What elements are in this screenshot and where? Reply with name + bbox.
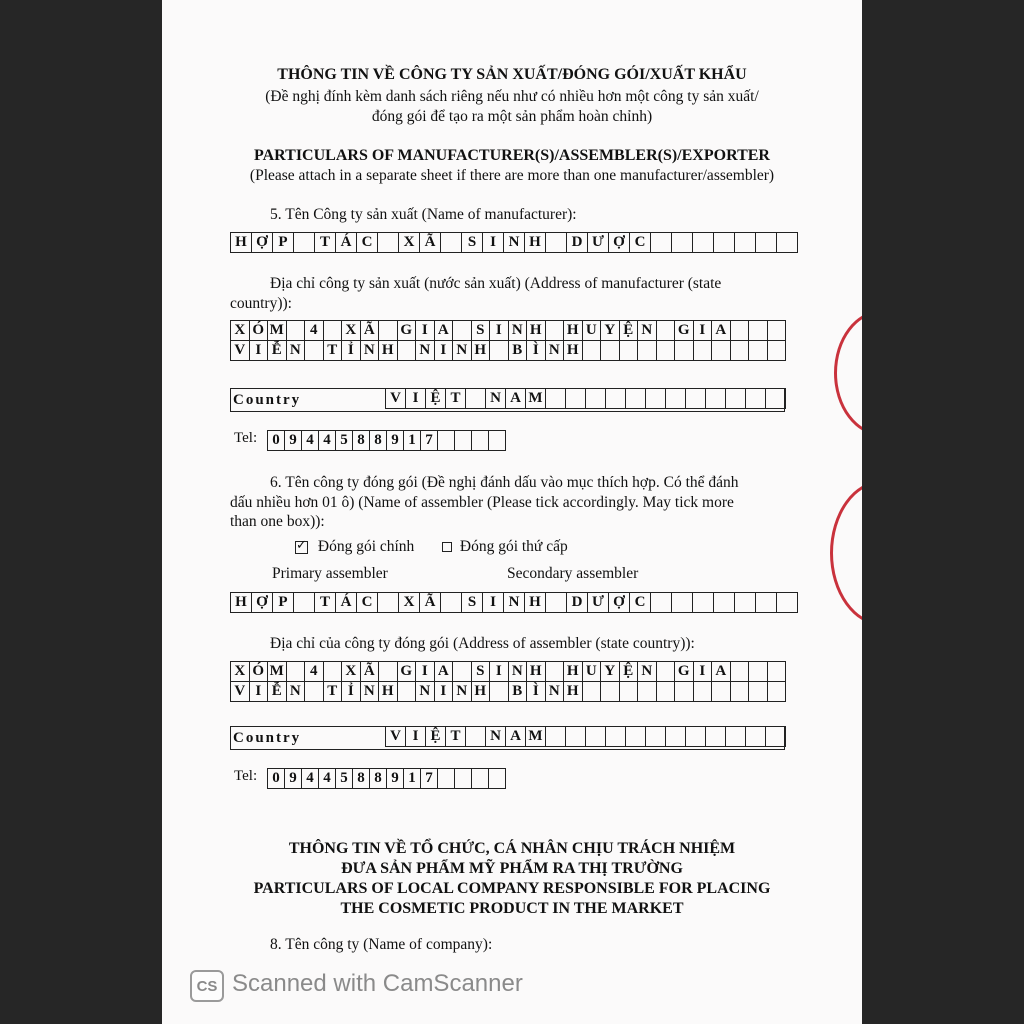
name-char-cell <box>651 233 672 253</box>
assembler-country-label: Country <box>233 730 302 746</box>
address-char-cell: M <box>268 662 287 682</box>
address-char-cell <box>324 662 343 682</box>
address-char-cell: I <box>694 662 713 682</box>
address-char-cell: T <box>324 341 343 361</box>
name-char-cell: C <box>357 593 378 613</box>
address-char-cell <box>398 682 417 702</box>
camscanner-logo: CS <box>190 970 224 1002</box>
country-char-cell: T <box>446 389 466 409</box>
name-char-cell <box>441 233 462 253</box>
name-char-cell: C <box>357 233 378 253</box>
address-char-cell <box>453 662 472 682</box>
address-char-cell: N <box>453 682 472 702</box>
tel-digit-cell: 0 <box>268 431 285 451</box>
tel-digit-cell: 9 <box>387 769 404 789</box>
address-char-cell <box>638 341 657 361</box>
country-char-cell <box>586 389 606 409</box>
address-char-cell: H <box>564 321 583 341</box>
address-char-cell: H <box>379 682 398 702</box>
address-char-cell: A <box>435 321 454 341</box>
name-char-cell: Á <box>336 593 357 613</box>
document-page <box>162 0 862 1024</box>
address-char-cell: Ễ <box>268 341 287 361</box>
address-char-cell: N <box>546 682 565 702</box>
country-char-cell: M <box>526 389 546 409</box>
assembler-tel-grid <box>267 768 506 789</box>
address-char-cell: Ó <box>250 321 269 341</box>
tel-digit-cell: 9 <box>285 769 302 789</box>
name-char-cell <box>714 233 735 253</box>
name-char-cell: D <box>567 593 588 613</box>
address-char-cell <box>749 321 768 341</box>
address-char-cell: H <box>564 662 583 682</box>
tel-digit-cell <box>472 769 489 789</box>
primary-checkbox-icon[interactable] <box>295 541 308 554</box>
name-char-cell: Ư <box>588 233 609 253</box>
address-char-cell: U <box>583 321 602 341</box>
name-char-cell: Á <box>336 233 357 253</box>
name-char-cell <box>714 593 735 613</box>
address-char-cell <box>546 662 565 682</box>
address-char-cell <box>546 321 565 341</box>
address-char-cell <box>694 341 713 361</box>
red-stamp-bottom <box>830 480 862 626</box>
country-char-cell <box>726 727 746 747</box>
tel-digit-cell: 9 <box>285 431 302 451</box>
name-char-cell: H <box>525 233 546 253</box>
country-char-cell <box>586 727 606 747</box>
country-char-cell <box>466 727 486 747</box>
assembler-name-grid <box>230 592 798 613</box>
address-char-cell: X <box>231 321 250 341</box>
scan-background-left <box>0 0 162 1024</box>
name-char-cell <box>294 233 315 253</box>
address-char-cell: Ệ <box>620 662 639 682</box>
address-char-cell: N <box>638 662 657 682</box>
address-char-cell <box>453 321 472 341</box>
local-company-vi-title-2: ĐƯA SẢN PHẨM MỸ PHẨM RA THỊ TRƯỜNG <box>341 860 683 877</box>
name-char-cell: Ư <box>588 593 609 613</box>
en-section-note: (Please attach in a separate sheet if there are more than one manufacturer/assembler) <box>249 167 775 184</box>
address-char-cell: N <box>509 321 528 341</box>
country-char-cell <box>606 389 626 409</box>
company-name-label: 8. Tên công ty (Name of company): <box>270 936 493 953</box>
address-char-cell: N <box>453 341 472 361</box>
secondary-assembler-vi: Đóng gói thứ cấp <box>459 538 568 555</box>
name-char-cell: T <box>315 593 336 613</box>
address-char-cell: H <box>564 341 583 361</box>
address-char-cell: H <box>472 341 491 361</box>
tel-digit-cell: 5 <box>336 431 353 451</box>
country-char-cell: N <box>486 727 506 747</box>
address-char-cell <box>749 662 768 682</box>
address-char-cell: H <box>564 682 583 702</box>
address-char-cell: X <box>342 662 361 682</box>
tel-digit-cell: 1 <box>404 431 421 451</box>
name-char-cell: Ợ <box>609 593 630 613</box>
address-char-cell: N <box>509 662 528 682</box>
address-char-cell: Ỉ <box>342 682 361 702</box>
country-char-cell <box>566 389 586 409</box>
address-char-cell <box>620 682 639 702</box>
address-char-cell: N <box>546 341 565 361</box>
name-char-cell: H <box>231 233 252 253</box>
address-char-cell <box>675 341 694 361</box>
country-char-cell <box>626 389 646 409</box>
manufacturer-country-grid <box>385 388 786 409</box>
address-char-cell: A <box>712 321 731 341</box>
address-char-cell: I <box>435 341 454 361</box>
country-char-cell: A <box>506 389 526 409</box>
address-char-cell <box>768 682 787 702</box>
address-char-cell: Ã <box>361 321 380 341</box>
tel-digit-cell: 4 <box>302 431 319 451</box>
address-char-cell: B <box>509 341 528 361</box>
manufacturer-address-label-1: Địa chỉ công ty sản xuất (nước sản xuất) (Address of manufacturer (state <box>270 275 722 292</box>
address-char-cell <box>583 341 602 361</box>
tel-digit-cell: 4 <box>302 769 319 789</box>
address-char-cell: N <box>361 341 380 361</box>
country-char-cell: V <box>386 727 406 747</box>
address-char-cell: Y <box>601 662 620 682</box>
name-char-cell: T <box>315 233 336 253</box>
address-char-cell <box>712 341 731 361</box>
address-char-cell <box>731 341 750 361</box>
name-char-cell <box>672 233 693 253</box>
address-char-cell: G <box>675 321 694 341</box>
tel-digit-cell: 9 <box>387 431 404 451</box>
name-char-cell <box>693 233 714 253</box>
address-char-cell: V <box>231 341 250 361</box>
address-char-cell <box>638 682 657 702</box>
country-char-cell <box>546 389 566 409</box>
country-char-cell: V <box>386 389 406 409</box>
country-char-cell: A <box>506 727 526 747</box>
name-char-cell <box>756 593 777 613</box>
tel-digit-cell <box>455 769 472 789</box>
name-char-cell: I <box>483 593 504 613</box>
address-char-cell: I <box>416 662 435 682</box>
tel-digit-cell <box>438 769 455 789</box>
country-char-cell <box>766 727 786 747</box>
country-char-cell <box>646 389 666 409</box>
name-char-cell: N <box>504 233 525 253</box>
address-char-cell <box>694 682 713 702</box>
name-char-cell: I <box>483 233 504 253</box>
assembler-label-2: dấu nhiều hơn 01 ô) (Name of assembler (Please tick accordingly. May tick more <box>230 494 734 511</box>
country-char-cell <box>606 727 626 747</box>
manufacturer-name-grid <box>230 232 798 253</box>
tel-digit-cell: 4 <box>319 769 336 789</box>
tel-digit-cell <box>489 769 506 789</box>
country-char-cell: M <box>526 727 546 747</box>
country-char-cell <box>546 727 566 747</box>
red-stamp-top <box>834 310 862 436</box>
address-char-cell: I <box>250 341 269 361</box>
country-char-cell <box>666 727 686 747</box>
manufacturer-address-label-2: country)): <box>230 295 292 312</box>
country-char-cell: I <box>406 389 426 409</box>
address-char-cell: I <box>490 321 509 341</box>
address-char-cell <box>379 321 398 341</box>
name-char-cell <box>546 233 567 253</box>
country-char-cell <box>646 727 666 747</box>
address-char-cell: A <box>712 662 731 682</box>
name-char-cell: S <box>462 593 483 613</box>
address-char-cell <box>731 682 750 702</box>
address-char-cell: I <box>694 321 713 341</box>
name-char-cell: D <box>567 233 588 253</box>
address-char-cell <box>768 341 787 361</box>
address-char-cell: Ễ <box>268 682 287 702</box>
address-char-cell: N <box>287 682 306 702</box>
address-char-cell: S <box>472 321 491 341</box>
address-char-cell: H <box>527 662 546 682</box>
address-char-cell <box>657 682 676 702</box>
address-char-cell <box>490 682 509 702</box>
name-char-cell: Ã <box>420 593 441 613</box>
address-char-cell <box>712 682 731 702</box>
name-char-cell: N <box>504 593 525 613</box>
address-char-cell <box>601 682 620 702</box>
address-char-cell <box>768 321 787 341</box>
country-char-cell <box>746 727 766 747</box>
name-char-cell <box>693 593 714 613</box>
vi-section-title: THÔNG TIN VỀ CÔNG TY SẢN XUẤT/ĐÓNG GÓI/XUẤT KHẨU <box>277 66 747 83</box>
address-char-cell: I <box>490 662 509 682</box>
address-char-cell: I <box>250 682 269 702</box>
address-char-cell: I <box>416 321 435 341</box>
name-char-cell <box>735 233 756 253</box>
name-char-cell: Ợ <box>252 593 273 613</box>
address-char-cell <box>601 341 620 361</box>
address-char-cell <box>305 341 324 361</box>
address-char-cell: B <box>509 682 528 702</box>
country-char-cell <box>626 727 646 747</box>
primary-assembler-en: Primary assembler <box>272 565 388 582</box>
secondary-assembler-option[interactable] <box>442 538 568 556</box>
assembler-address-label: Địa chỉ của công ty đóng gói (Address of assembler (state country)): <box>270 635 695 652</box>
address-char-cell: H <box>379 341 398 361</box>
address-char-cell <box>324 321 343 341</box>
manufacturer-address-grid <box>230 320 786 361</box>
tel-digit-cell <box>472 431 489 451</box>
name-char-cell: P <box>273 233 294 253</box>
country-char-cell: N <box>486 389 506 409</box>
address-char-cell: 4 <box>305 321 324 341</box>
address-char-cell: X <box>342 321 361 341</box>
primary-assembler-vi: Đóng gói chính <box>317 538 415 555</box>
tel-digit-cell: 8 <box>353 769 370 789</box>
address-char-cell <box>490 341 509 361</box>
address-char-cell: A <box>435 662 454 682</box>
tel-digit-cell <box>438 431 455 451</box>
vi-section-note-1: (Đề nghị đính kèm danh sách riêng nếu như có nhiều hơn một công ty sản xuất/ <box>265 88 759 105</box>
address-char-cell: Ỉ <box>342 341 361 361</box>
address-char-cell: M <box>268 321 287 341</box>
address-char-cell <box>305 682 324 702</box>
camscanner-watermark: Scanned with CamScanner <box>232 970 523 997</box>
address-char-cell <box>749 682 768 702</box>
country-char-cell <box>686 727 706 747</box>
assembler-address-grid <box>230 661 786 702</box>
name-char-cell: C <box>630 233 651 253</box>
country-char-cell <box>686 389 706 409</box>
country-char-cell <box>766 389 786 409</box>
vi-section-note-2: đóng gói để tạo ra một sản phẩm hoàn chỉnh) <box>371 108 653 125</box>
name-char-cell: Ợ <box>609 233 630 253</box>
address-char-cell: Ì <box>527 682 546 702</box>
address-char-cell: N <box>287 341 306 361</box>
address-char-cell: G <box>675 662 694 682</box>
address-char-cell: H <box>527 321 546 341</box>
address-char-cell <box>731 321 750 341</box>
manufacturer-label: 5. Tên Công ty sản xuất (Name of manufacturer): <box>270 206 577 223</box>
name-char-cell: C <box>630 593 651 613</box>
name-char-cell: P <box>273 593 294 613</box>
name-char-cell <box>378 593 399 613</box>
assembler-label-1: 6. Tên công ty đóng gói (Đề nghị đánh dấu vào mục thích hợp. Có thể đánh <box>270 474 739 491</box>
name-char-cell <box>546 593 567 613</box>
tel-digit-cell: 1 <box>404 769 421 789</box>
address-char-cell <box>379 662 398 682</box>
manufacturer-country-label: Country <box>233 392 302 408</box>
secondary-checkbox-icon[interactable] <box>442 542 452 552</box>
country-char-cell <box>706 389 726 409</box>
address-char-cell: T <box>324 682 343 702</box>
local-company-vi-title-1: THÔNG TIN VỀ TỔ CHỨC, CÁ NHÂN CHỊU TRÁCH NHIỆM <box>288 840 736 857</box>
name-char-cell: Ã <box>420 233 441 253</box>
scan-background-right <box>862 0 1024 1024</box>
name-char-cell <box>672 593 693 613</box>
name-char-cell <box>777 233 798 253</box>
tel-digit-cell: 0 <box>268 769 285 789</box>
name-char-cell <box>441 593 462 613</box>
primary-assembler-option[interactable] <box>295 538 414 556</box>
tel-digit-cell: 8 <box>370 769 387 789</box>
tel-digit-cell <box>455 431 472 451</box>
address-char-cell: N <box>361 682 380 702</box>
en-section-title: PARTICULARS OF MANUFACTURER(S)/ASSEMBLER(S)/EXPORTER <box>254 147 770 164</box>
tel-digit-cell: 5 <box>336 769 353 789</box>
name-char-cell <box>651 593 672 613</box>
address-char-cell <box>657 321 676 341</box>
address-char-cell: N <box>638 321 657 341</box>
manufacturer-tel-label: Tel: <box>234 430 258 446</box>
country-char-cell: Ệ <box>426 727 446 747</box>
tel-digit-cell: 8 <box>370 431 387 451</box>
assembler-tel-label: Tel: <box>234 768 258 784</box>
name-char-cell <box>756 233 777 253</box>
address-char-cell: 4 <box>305 662 324 682</box>
address-char-cell <box>620 341 639 361</box>
address-char-cell: N <box>416 341 435 361</box>
address-char-cell <box>287 662 306 682</box>
address-char-cell: V <box>231 682 250 702</box>
country-char-cell: Ệ <box>426 389 446 409</box>
local-company-en-title-2: THE COSMETIC PRODUCT IN THE MARKET <box>340 900 684 917</box>
name-char-cell: H <box>231 593 252 613</box>
country-char-cell <box>666 389 686 409</box>
name-char-cell: S <box>462 233 483 253</box>
address-char-cell: X <box>231 662 250 682</box>
address-char-cell <box>398 341 417 361</box>
assembler-country-grid <box>385 726 786 747</box>
address-char-cell: U <box>583 662 602 682</box>
name-char-cell: Ợ <box>252 233 273 253</box>
local-company-en-title-1: PARTICULARS OF LOCAL COMPANY RESPONSIBLE FOR PLACING <box>253 880 771 897</box>
address-char-cell <box>675 682 694 702</box>
address-char-cell <box>657 341 676 361</box>
address-char-cell: H <box>472 682 491 702</box>
address-char-cell: G <box>398 662 417 682</box>
name-char-cell <box>378 233 399 253</box>
tel-digit-cell: 7 <box>421 431 438 451</box>
address-char-cell: G <box>398 321 417 341</box>
country-char-cell <box>746 389 766 409</box>
address-char-cell <box>657 662 676 682</box>
secondary-assembler-en: Secondary assembler <box>507 565 639 582</box>
address-char-cell <box>583 682 602 702</box>
tel-digit-cell: 7 <box>421 769 438 789</box>
country-char-cell: I <box>406 727 426 747</box>
tel-digit-cell: 4 <box>319 431 336 451</box>
address-char-cell <box>768 662 787 682</box>
address-char-cell: Ó <box>250 662 269 682</box>
country-char-cell <box>706 727 726 747</box>
country-char-cell <box>566 727 586 747</box>
address-char-cell: N <box>416 682 435 702</box>
address-char-cell <box>287 321 306 341</box>
name-char-cell <box>735 593 756 613</box>
name-char-cell: X <box>399 233 420 253</box>
name-char-cell <box>777 593 798 613</box>
assembler-label-3: than one box)): <box>230 513 325 530</box>
address-char-cell: Ì <box>527 341 546 361</box>
country-char-cell: T <box>446 727 466 747</box>
tel-digit-cell <box>489 431 506 451</box>
name-char-cell <box>294 593 315 613</box>
address-char-cell: Y <box>601 321 620 341</box>
name-char-cell: H <box>525 593 546 613</box>
address-char-cell <box>749 341 768 361</box>
address-char-cell <box>731 662 750 682</box>
address-char-cell: Ã <box>361 662 380 682</box>
address-char-cell: S <box>472 662 491 682</box>
country-char-cell <box>466 389 486 409</box>
address-char-cell: Ệ <box>620 321 639 341</box>
country-char-cell <box>726 389 746 409</box>
address-char-cell: I <box>435 682 454 702</box>
manufacturer-tel-grid <box>267 430 506 451</box>
name-char-cell: X <box>399 593 420 613</box>
tel-digit-cell: 8 <box>353 431 370 451</box>
